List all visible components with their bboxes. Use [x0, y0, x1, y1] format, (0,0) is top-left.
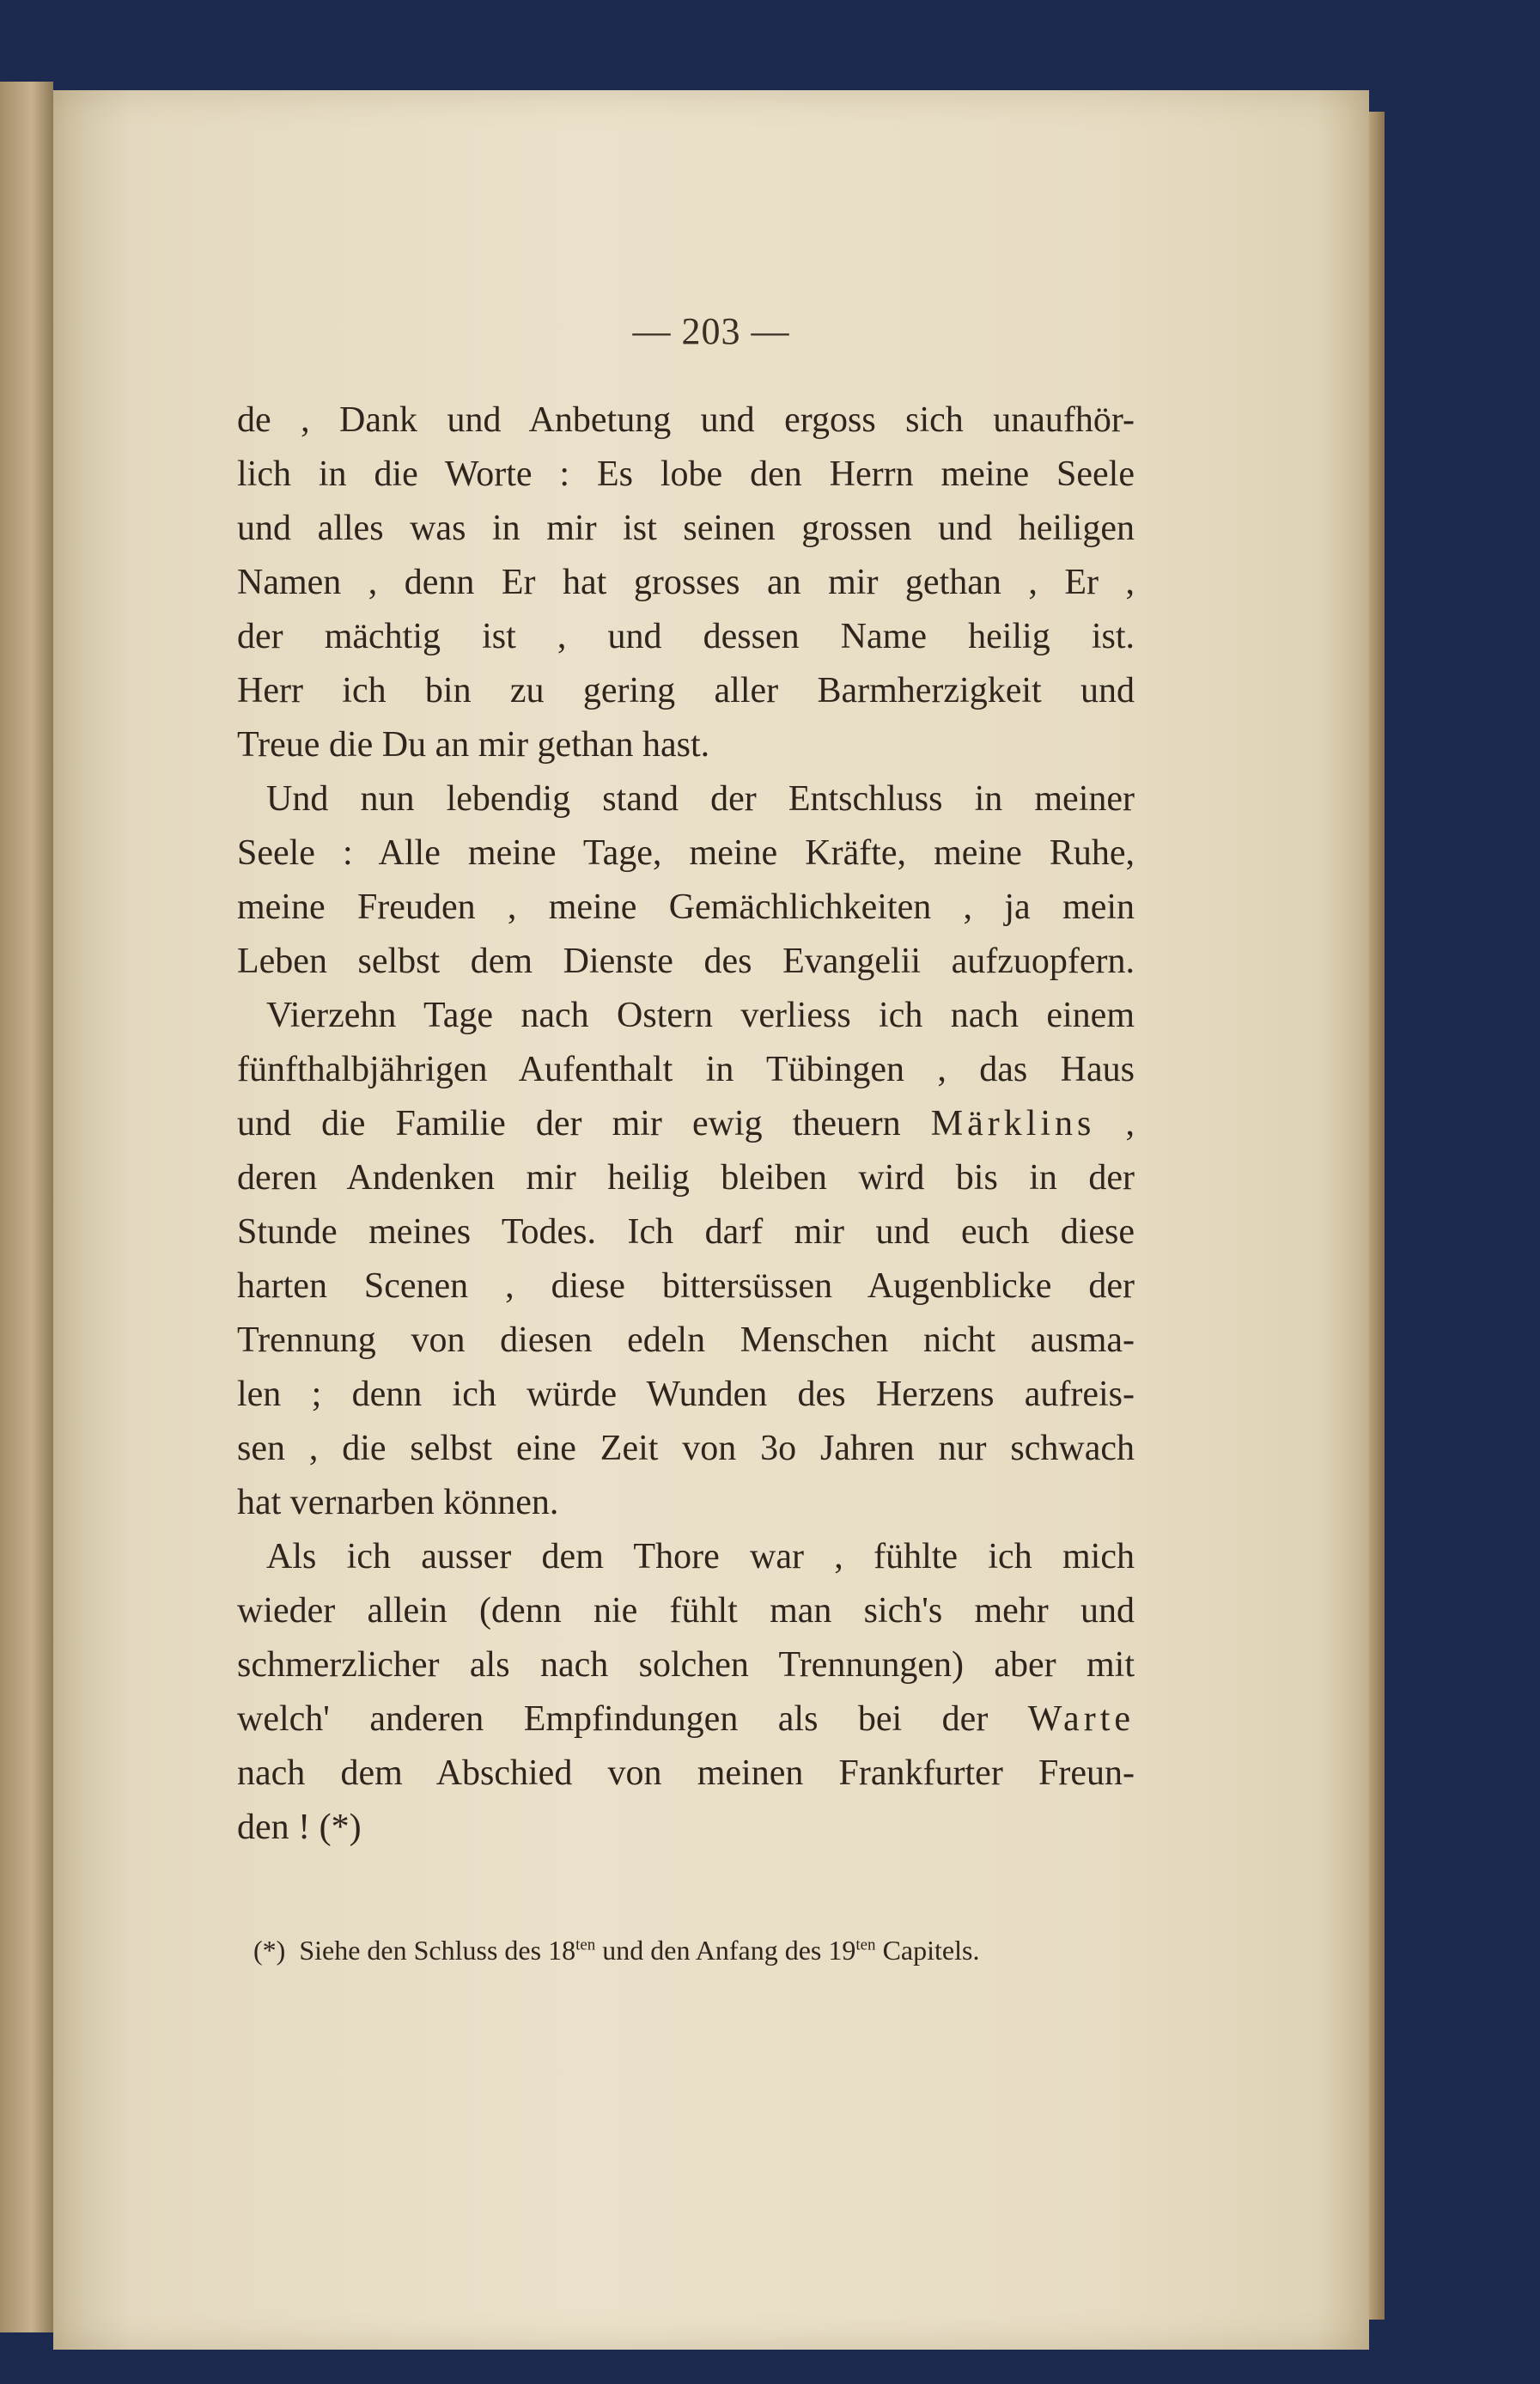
text-line-with-name — [237, 1097, 1135, 1151]
footnote-text: Siehe den Schluss des 18 — [299, 1935, 576, 1966]
text-line: Trennung von diesen edeln Menschen nicht ausma- — [237, 1320, 1135, 1360]
footnote — [253, 1935, 1138, 1966]
text-line: Leben selbst dem Dienste des Evangelii aufzuopfern. — [237, 942, 1135, 981]
text-line: Treue die Du an mir gethan hast. — [237, 725, 710, 765]
body-text — [237, 393, 1135, 1855]
footnote-text: Capitels. — [875, 1935, 980, 1966]
text-line: Namen , denn Er hat grosses an mir gethan , Er , — [237, 563, 1135, 602]
text-line: wieder allein (denn nie fühlt man sich's mehr und — [237, 1591, 1135, 1631]
footnote-superscript: ten — [855, 1936, 876, 1954]
text-segment: welch' anderen Empfindungen als bei der — [237, 1699, 1028, 1739]
text-line: len ; denn ich würde Wunden des Herzens aufreis- — [237, 1375, 1135, 1414]
text-line: harten Scenen , diese bittersüssen Augenblicke der — [237, 1266, 1135, 1306]
spaced-name: Warte — [1027, 1699, 1135, 1739]
text-line: Herr ich bin zu gering aller Barmherzigkeit und — [237, 671, 1135, 710]
footnote-text: und den Anfang des 19 — [595, 1935, 856, 1966]
text-line: den ! (*) — [237, 1808, 362, 1847]
text-line: schmerzlicher als nach solchen Trennungen) aber mit — [237, 1645, 1135, 1685]
text-line: lich in die Worte : Es lobe den Herrn meine Seele — [237, 454, 1135, 494]
text-line: fünfthalbjährigen Aufenthalt in Tübingen , das Haus — [237, 1050, 1135, 1089]
text-segment: und die Familie der mir ewig theuern — [237, 1104, 931, 1143]
footnote-superscript: ten — [575, 1936, 596, 1954]
text-line: Vierzehn Tage nach Ostern verliess ich nach einem — [266, 996, 1135, 1035]
text-line: meine Freuden , meine Gemächlichkeiten , ja mein — [237, 887, 1135, 927]
footnote-marker: (*) — [253, 1935, 286, 1966]
page-number: — 203 — — [632, 310, 790, 352]
text-line: sen , die selbst eine Zeit von 3o Jahren nur schwach — [237, 1429, 1135, 1468]
text-line: de , Dank und Anbetung und ergoss sich unaufhör- — [237, 400, 1135, 440]
text-line: Als ich ausser dem Thore war , fühlte ich mich — [266, 1537, 1135, 1576]
text-line: deren Andenken mir heilig bleiben wird bis in der — [237, 1158, 1135, 1198]
text-line: und alles was in mir ist seinen grossen und heiligen — [237, 509, 1135, 548]
previous-page-edge — [0, 82, 53, 2332]
text-line: hat vernarben können. — [237, 1483, 559, 1522]
text-line: Und nun lebendig stand der Entschluss in meiner — [266, 779, 1135, 819]
text-line: der mächtig ist , und dessen Name heilig ist. — [237, 617, 1135, 656]
text-line: Seele : Alle meine Tage, meine Kräfte, meine Ruhe, — [237, 833, 1135, 873]
text-line: Stunde meines Todes. Ich darf mir und euch diese — [237, 1212, 1135, 1252]
text-segment: , — [1095, 1104, 1135, 1143]
text-line-with-name — [237, 1692, 1135, 1747]
page-right-edge — [1369, 112, 1385, 2320]
spaced-name: Märklins — [930, 1104, 1096, 1143]
text-line: nach dem Abschied von meinen Frankfurter Freun- — [237, 1753, 1135, 1793]
